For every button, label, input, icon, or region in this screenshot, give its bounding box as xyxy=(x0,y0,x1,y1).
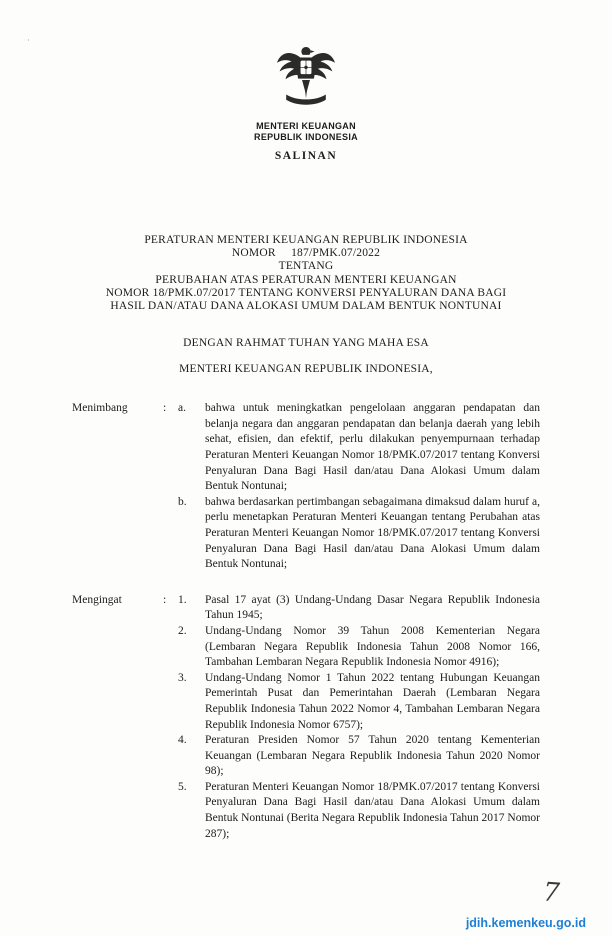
considering-item-a xyxy=(178,401,540,495)
document-body xyxy=(0,401,612,842)
regulation-title xyxy=(0,234,612,313)
considering-label: Menimbang xyxy=(72,402,128,415)
item-text: Peraturan Menteri Keuangan Nomor 18/PMK.07/2017 tentang Konversi Penyaluran Dana Bagi Hasil dan/atau Dana Alokasi Umum dalam Bentuk Nontunai (Berita Negara Republik Indonesia Tahun 2017 Nomor 287); xyxy=(205,780,540,840)
item-marker: 3. xyxy=(178,671,187,684)
title-line-1: PERATURAN MENTERI KEUANGAN REPUBLIK INDONESIA xyxy=(144,234,468,246)
recalling-colon: : xyxy=(163,593,167,606)
considering-colon: : xyxy=(163,402,167,415)
jdih-website-link[interactable]: jdih.kemenkeu.go.id xyxy=(465,916,586,930)
handwritten-page-number: 7 xyxy=(542,877,562,909)
item-text: Peraturan Presiden Nomor 57 Tahun 2020 tentang Kementerian Keuangan (Lembaran Negara Republik Indonesia Tahun 2020 Nomor 98); xyxy=(205,734,540,778)
letterhead xyxy=(0,0,612,162)
recalling-section xyxy=(0,593,612,843)
scan-artifact-mark: · xyxy=(27,36,30,45)
recalling-items xyxy=(178,593,540,843)
item-marker: 5. xyxy=(178,780,187,793)
considering-item-b xyxy=(178,495,540,573)
copy-label: SALINAN xyxy=(274,150,338,162)
title-line-tentang: TENTANG xyxy=(278,260,334,273)
preamble xyxy=(0,337,612,375)
garuda-emblem-icon xyxy=(273,36,339,112)
grace-clause: DENGAN RAHMAT TUHAN YANG MAHA ESA xyxy=(183,337,429,350)
recalling-item-3 xyxy=(178,671,540,733)
item-marker: 4. xyxy=(178,734,187,747)
recalling-label: Mengingat xyxy=(72,593,122,606)
title-line-6: HASIL DAN/ATAU DANA ALOKASI UMUM DALAM BENTUK NONTUNAI xyxy=(110,300,502,313)
recalling-item-1 xyxy=(178,593,540,624)
item-text: Pasal 17 ayat (3) Undang-Undang Dasar Negara Republik Indonesia Tahun 1945; xyxy=(205,593,540,622)
considering-section xyxy=(0,401,612,573)
title-line-5: NOMOR 18/PMK.07/2017 TENTANG KONVERSI PENYALURAN DANA BAGI xyxy=(105,286,507,299)
title-line-4: PERUBAHAN ATAS PERATURAN MENTERI KEUANGAN xyxy=(155,273,457,286)
ministry-name xyxy=(0,121,612,143)
item-text: Undang-Undang Nomor 39 Tahun 2008 Kementerian Negara (Lembaran Negara Republik Indonesia Tahun 2008 Nomor 166, Tambahan Lembaran Negara Republik Indonesia Nomor 4916); xyxy=(205,624,540,669)
item-text: bahwa untuk meningkatkan pengelolaan anggaran pendapatan dan belanja negara dan anggaran pendapatan dan belanja daerah yang lebih sehat, efisien, dan efektif, perlu dilakukan penyempurnaan terhadap Peraturan Menteri Keuangan Nomor 18/PMK.07/2017 tentang Konversi Penyaluran Dana Bagi Hasil dan/atau Dana Alokasi Umum dalam Bentuk Nontunai; xyxy=(205,402,540,493)
recalling-item-5 xyxy=(178,780,540,842)
recalling-item-2 xyxy=(178,624,540,671)
ministry-name-line1: MENTERI KEUANGAN xyxy=(256,121,356,131)
authority-line: MENTERI KEUANGAN REPUBLIK INDONESIA, xyxy=(179,363,433,376)
considering-items xyxy=(178,401,540,573)
item-marker: 1. xyxy=(178,593,187,606)
ministry-name-line2: REPUBLIK INDONESIA xyxy=(254,132,358,142)
item-text: bahwa berdasarkan pertimbangan sebagaimana dimaksud dalam huruf a, perlu menetapkan Peraturan Menteri Keuangan tentang Perubahan atas Peraturan Menteri Keuangan Nomor 18/PMK.07/2017 tentang Konversi Penyaluran Dana Bagi Hasil dan/atau Dana Alokasi Umum dalam Bentuk Nontunai; xyxy=(205,495,540,571)
item-marker: b. xyxy=(178,495,187,508)
title-line-number: NOMOR 187/PMK.07/2022 xyxy=(231,247,381,260)
item-text: Undang-Undang Nomor 1 Tahun 2022 tentang Hubungan Keuangan Pemerintah Pusat dan Pemerintahan Daerah (Lembaran Negara Republik Indonesia Tahun 2022 Nomor 4, Tambahan Lembaran Negara Republik Indonesia Nomor 6757); xyxy=(205,671,540,731)
item-marker: 2. xyxy=(178,624,187,637)
recalling-item-4 xyxy=(178,733,540,780)
item-marker: a. xyxy=(178,402,186,415)
